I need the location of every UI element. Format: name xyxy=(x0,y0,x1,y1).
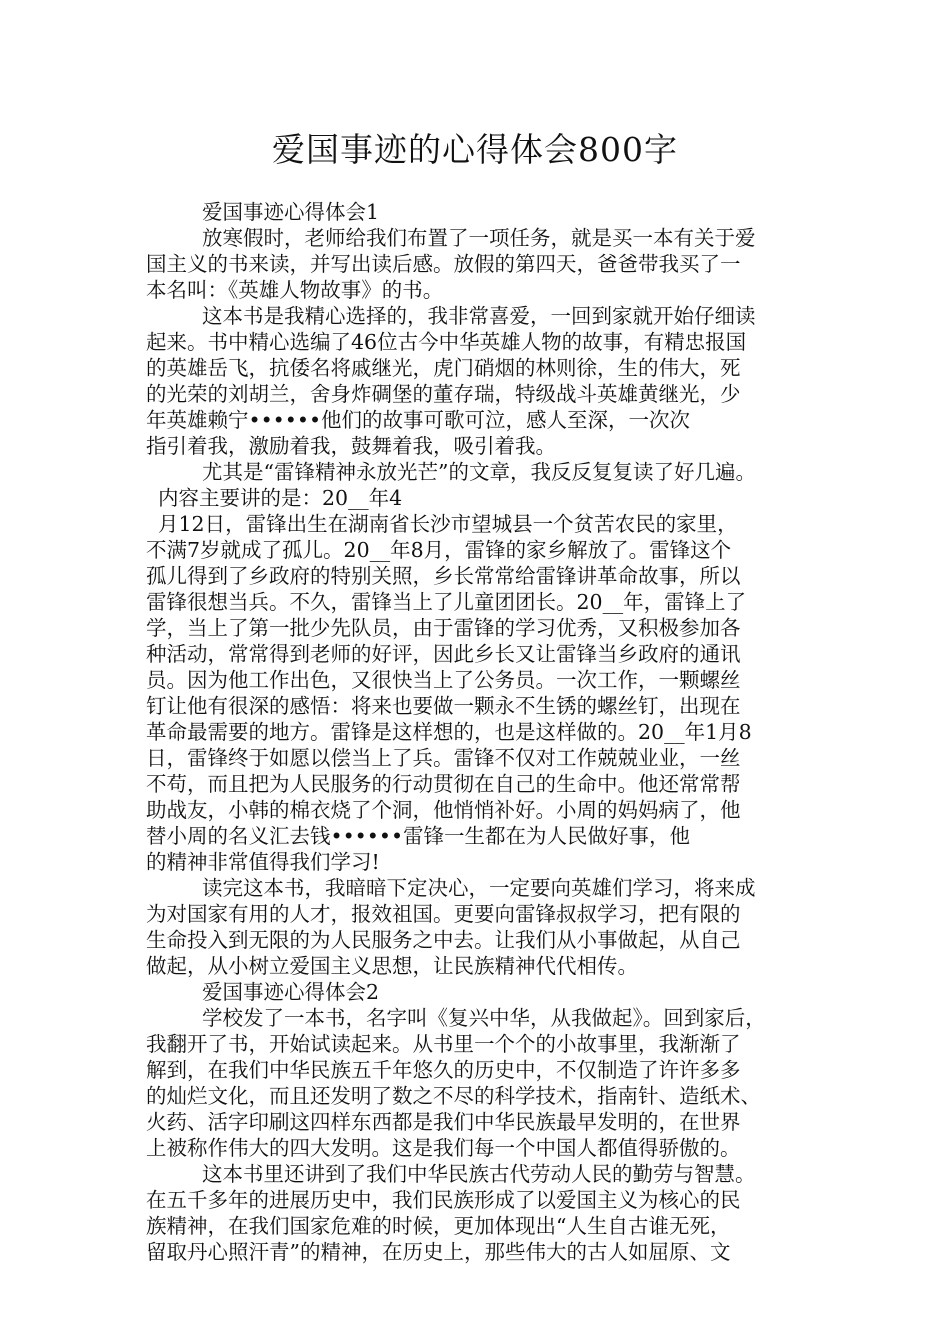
text-line: 我翻开了书，开始试读起来。从书里一个个的小故事里，我渐渐了 xyxy=(146,1032,741,1056)
text-line: 内容主要讲的是：20__年4 xyxy=(158,486,403,510)
text-line: 的光荣的刘胡兰，舍身炸碉堡的董存瑞，特级战斗英雄黄继光，少 xyxy=(146,382,741,406)
text-line: 这本书里还讲到了我们中华民族古代劳动人民的勤劳与智慧。 xyxy=(202,1162,756,1186)
text-line: 放寒假时，老师给我们布置了一项任务，就是买一本有关于爱 xyxy=(202,226,756,250)
text-line: 指引着我，激励着我，鼓舞着我，吸引着我。 xyxy=(146,434,556,458)
text-line: 解到，在我们中华民族五千年悠久的历史中，不仅制造了许许多多 xyxy=(146,1058,741,1082)
document-title: 爱国事迹的心得体会800字 xyxy=(272,130,678,169)
text-line: 年英雄赖宁••••••他们的故事可歌可泣，感人至深，一次次 xyxy=(146,408,691,432)
text-line: 学校发了一本书，名字叫《复兴中华，从我做起》。回到家后， xyxy=(202,1006,766,1030)
text-line: 为对国家有用的人才，报效祖国。更要向雷锋叔叔学习，把有限的 xyxy=(146,902,741,926)
text-line: 的精神非常值得我们学习! xyxy=(146,850,380,874)
text-line: 员。因为他工作出色，又很快当上了公务员。一次工作，一颗螺丝 xyxy=(146,668,741,692)
text-line: 雷锋很想当兵。不久，雷锋当上了儿童团团长。20__年，雷锋上了 xyxy=(146,590,747,614)
text-line: 日，雷锋终于如愿以偿当上了兵。雷锋不仅对工作兢兢业业，一丝 xyxy=(146,746,741,770)
text-line: 留取丹心照汗青”的精神，在历史上，那些伟大的古人如屈原、文 xyxy=(146,1240,731,1264)
text-line: 钉让他有很深的感悟：将来也要做一颗永不生锈的螺丝钉，出现在 xyxy=(146,694,741,718)
text-line: 不苟，而且把为人民服务的行动贯彻在自己的生命中。他还常常帮 xyxy=(146,772,741,796)
text-line: 做起，从小树立爱国主义思想，让民族精神代代相传。 xyxy=(146,954,638,978)
text-line: 孤儿得到了乡政府的特别关照，乡长常常给雷锋讲革命故事，所以 xyxy=(146,564,741,588)
text-line: 的灿烂文化，而且还发明了数之不尽的科学技术，指南针、造纸术、 xyxy=(146,1084,761,1108)
text-line: 的英雄岳飞，抗倭名将戚继光，虎门硝烟的林则徐，生的伟大，死 xyxy=(146,356,741,380)
text-line: 族精神，在我们国家危难的时候，更加体现出“人生自古谁无死， xyxy=(146,1214,731,1238)
text-line: 在五千多年的进展历史中，我们民族形成了以爱国主义为核心的民 xyxy=(146,1188,741,1212)
text-line: 尤其是“雷锋精神永放光芒”的文章，我反反复复读了好几遍。 xyxy=(202,460,756,484)
text-line: 助战友，小韩的棉衣烧了个洞，他悄悄补好。小周的妈妈病了，他 xyxy=(146,798,741,822)
document-body xyxy=(146,199,822,1265)
text-line: 学，当上了第一批少先队员，由于雷锋的学习优秀，又积极参加各 xyxy=(146,616,741,640)
text-line: 替小周的名义汇去钱••••••雷锋一生都在为人民做好事，他 xyxy=(146,824,691,848)
text-line: 本名叫：《英雄人物故事》的书。 xyxy=(146,278,444,302)
text-line: 不满7岁就成了孤儿。20__年8月，雷锋的家乡解放了。雷锋这个 xyxy=(146,538,732,562)
text-line: 爱国事迹心得体会2 xyxy=(202,980,380,1004)
text-line: 国主义的书来读，并写出读后感。放假的第四天，爸爸带我买了一 xyxy=(146,252,741,276)
text-line: 革命最需要的地方。雷锋是这样想的，也是这样做的。20__年1月8 xyxy=(146,720,752,744)
text-line: 月12日，雷锋出生在湖南省长沙市望城县一个贫苦农民的家里， xyxy=(158,512,738,536)
text-line: 上被称作伟大的四大发明。这是我们每一个中国人都值得骄傲的。 xyxy=(146,1136,741,1160)
text-line: 起来。书中精心选编了46位古今中华英雄人物的故事，有精忠报国 xyxy=(146,330,747,354)
text-line: 这本书是我精心选择的，我非常喜爱，一回到家就开始仔细读 xyxy=(202,304,756,328)
text-line: 种活动，常常得到老师的好评，因此乡长又让雷锋当乡政府的通讯 xyxy=(146,642,741,666)
text-line: 读完这本书，我暗暗下定决心，一定要向英雄们学习，将来成 xyxy=(202,876,756,900)
text-line: 火药、活字印刷这四样东西都是我们中华民族最早发明的，在世界 xyxy=(146,1110,741,1134)
text-line: 生命投入到无限的为人民服务之中去。让我们从小事做起，从自己 xyxy=(146,928,741,952)
text-line: 爱国事迹心得体会1 xyxy=(202,200,380,224)
